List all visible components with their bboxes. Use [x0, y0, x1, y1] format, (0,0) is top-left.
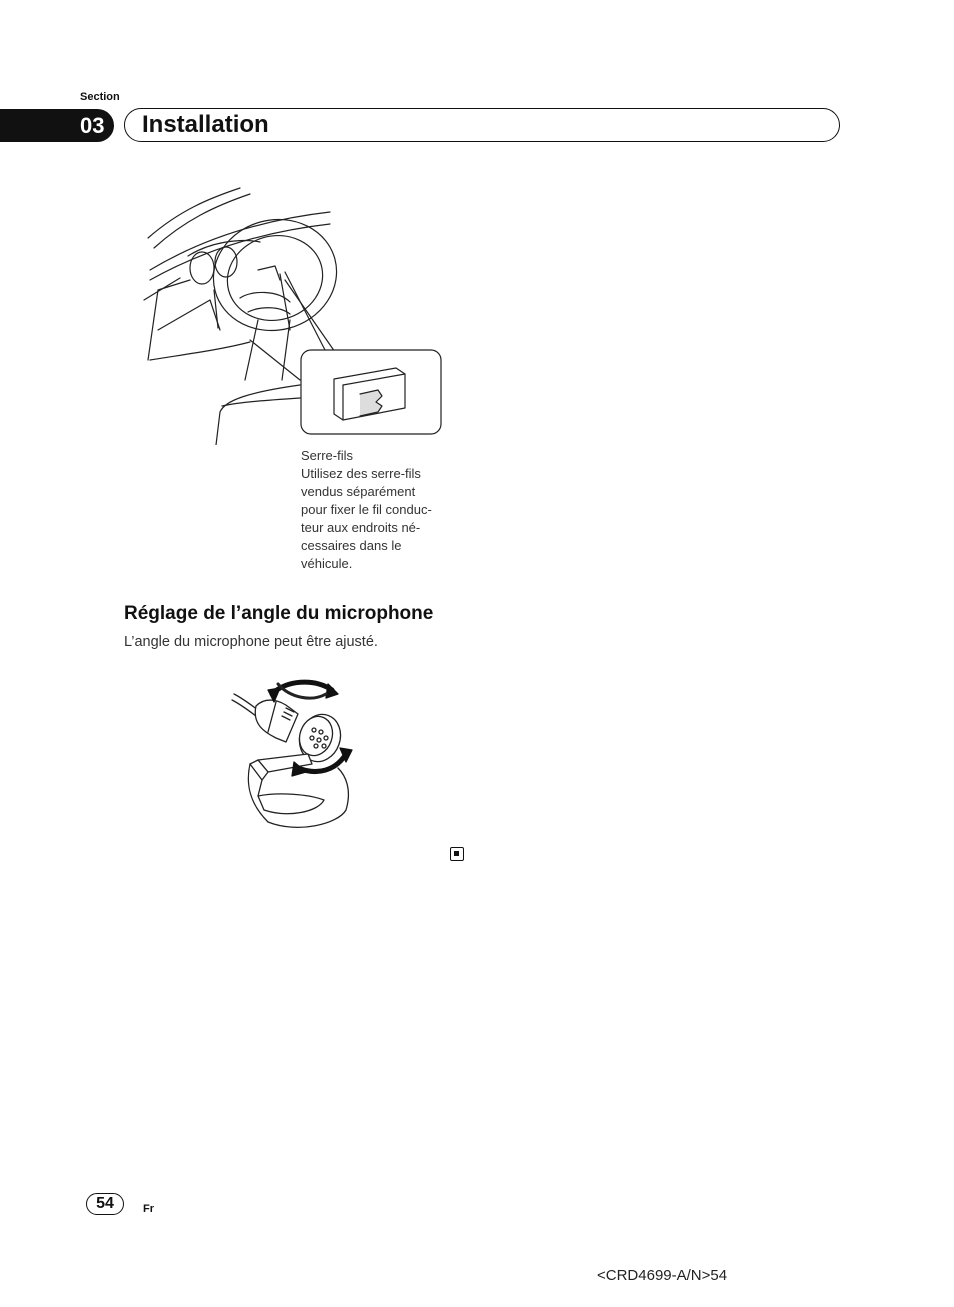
document-code: <CRD4699-A/N>54 — [597, 1267, 728, 1284]
section-heading: Réglage de l’angle du microphone — [124, 603, 434, 624]
end-of-section-icon — [450, 847, 464, 861]
section-number-tab — [0, 109, 114, 142]
page-number: 54 — [86, 1193, 124, 1215]
caption-line: Utilisez des serre-fils — [301, 466, 421, 481]
caption-line: teur aux endroits né- — [301, 520, 421, 535]
caption-line: véhicule. — [301, 556, 353, 571]
caption-line: Serre-fils — [301, 448, 354, 463]
body-text: L’angle du microphone peut être ajusté. — [124, 634, 378, 650]
section-number: 03 — [80, 113, 105, 138]
caption-line: pour fixer le fil conduc- — [301, 502, 432, 517]
car-interior-illustration — [140, 180, 450, 445]
section-label: Section — [80, 91, 120, 103]
microphone-illustration — [228, 672, 358, 834]
section-title: Installation — [142, 111, 269, 138]
clamp-caption — [301, 447, 451, 573]
caption-line: cessaires dans le — [301, 538, 402, 553]
caption-line: vendus séparément — [301, 484, 416, 499]
language-code: Fr — [143, 1203, 154, 1215]
